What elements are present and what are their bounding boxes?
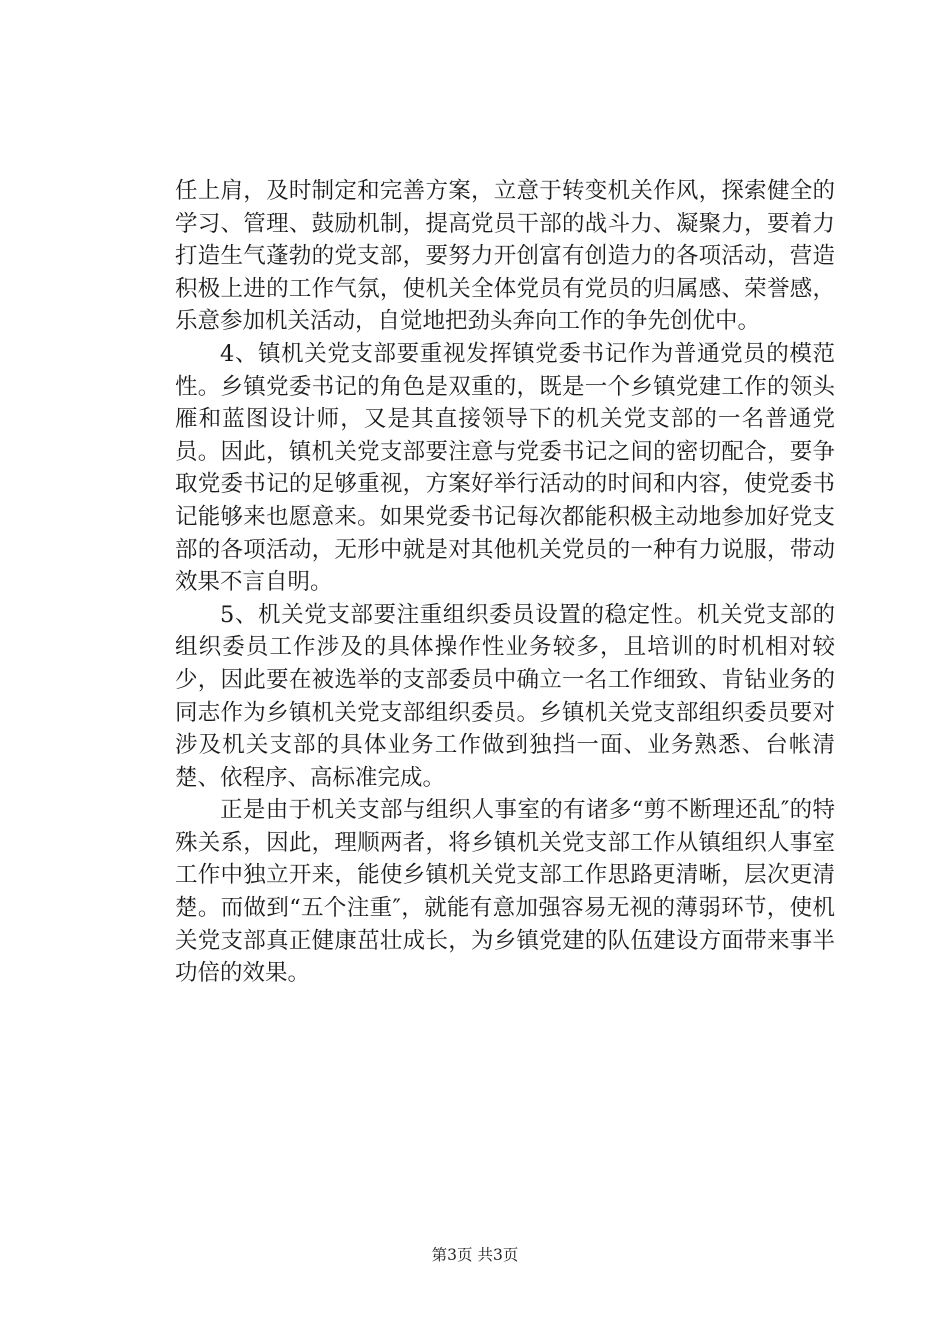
paragraph-point-4: 4、镇机关党支部要重视发挥镇党委书记作为普通党员的模范性。乡镇党委书记的角色是双重的，既是一个乡镇党建工作的领头雁和蓝图设计师，又是其直接领导下的机关党支部的一名普通党员。因此，镇机关党支部要注意与党委书记之间的密切配合，要争取党委书记的足够重视，方案好举行活动的时间和内容，使党委书记能够来也愿意来。如果党委书记每次都能积极主动地参加好党支部的各项活动，无形中就是对其他机关党员的一种有力说服，带动效果不言自明。: [175, 340, 835, 596]
paragraph-continuation: 任上肩，及时制定和完善方案，立意于转变机关作风，探索健全的学习、管理、鼓励机制，提高党员干部的战斗力、凝聚力，要着力打造生气蓬勃的党支部，要努力开创富有创造力的各项活动，营造积极上进的工作气氛，使机关全体党员有党员的归属感、荣誉感，乐意参加机关活动，自觉地把劲头奔向工作的争先创优中。: [175, 178, 835, 335]
page-number-footer: 第3页 共3页: [431, 1246, 519, 1264]
paragraph-conclusion: 正是由于机关支部与组织人事室的有诸多“剪不断理还乱″的特殊关系，因此，理顺两者，将乡镇机关党支部工作从镇组织人事室工作中独立开来，能使乡镇机关党支部工作思路更清晰，层次更清楚。而做到“五个注重″，就能有意加强容易无视的薄弱环节，使机关党支部真正健康茁壮成长，为乡镇党建的队伍建设方面带来事半功倍的效果。: [175, 797, 835, 987]
document-body: [175, 175, 835, 990]
paragraph-point-5: 5、机关党支部要注重组织委员设置的稳定性。机关党支部的组织委员工作涉及的具体操作性业务较多，且培训的时机相对较少，因此要在被选举的支部委员中确立一名工作细致、肯钻业务的同志作为乡镇机关党支部组织委员。乡镇机关党支部组织委员要对涉及机关支部的具体业务工作做到独挡一面、业务熟悉、台帐清楚、依程序、高标准完成。: [175, 601, 835, 791]
